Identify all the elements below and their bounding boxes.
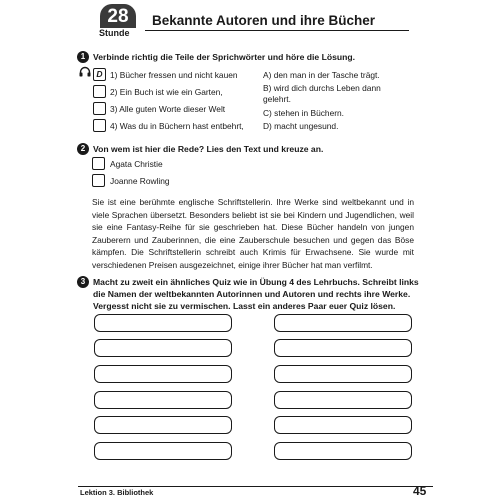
page-number: 45 bbox=[413, 484, 427, 498]
proverb-start-4: 4) Was du in Büchern hast entbehrt, bbox=[110, 121, 244, 131]
author-field-6[interactable] bbox=[94, 442, 232, 460]
checkbox-agata-christie[interactable] bbox=[92, 157, 105, 170]
proverb-end-b: B) wird dich durchs Leben dann gelehrt. bbox=[263, 83, 381, 104]
footer-divider bbox=[78, 486, 433, 487]
answer-box-3[interactable] bbox=[93, 102, 106, 115]
author-field-1[interactable] bbox=[94, 314, 232, 332]
work-field-6[interactable] bbox=[274, 442, 412, 460]
answer-box-1[interactable]: D bbox=[93, 68, 106, 81]
headphones-icon bbox=[79, 66, 91, 77]
proverb-start-1: 1) Bücher fressen und nicht kauen bbox=[110, 70, 238, 80]
task-3-instruction: Macht zu zweit ein ähnliches Quiz wie in Übung 4 des Lehrbuchs. Schreibt links die Namen der weltbekannten Autorinnen und Autoren und rechts ihre Werke. Vergesst nicht sie zu vermischen. Lasst ein anderes Paar euer Quiz lösen. bbox=[93, 277, 419, 311]
task-2-number: 2 bbox=[77, 143, 89, 155]
task-1-number: 1 bbox=[77, 51, 89, 63]
proverb-end-a: A) den man in der Tasche trägt. bbox=[263, 70, 380, 80]
author-field-5[interactable] bbox=[94, 416, 232, 434]
work-field-4[interactable] bbox=[274, 391, 412, 409]
checkbox-joanne-rowling[interactable] bbox=[92, 174, 105, 187]
work-field-2[interactable] bbox=[274, 339, 412, 357]
footer-lesson: Lektion 3. Bibliothek bbox=[80, 488, 154, 497]
work-field-3[interactable] bbox=[274, 365, 412, 383]
task-2-instruction: Von wem ist hier die Rede? Lies den Text und kreuze an. bbox=[93, 144, 324, 154]
option-joanne-rowling: Joanne Rowling bbox=[110, 176, 170, 186]
proverb-end-d: D) macht ungesund. bbox=[263, 121, 339, 131]
option-agata-christie: Agata Christie bbox=[110, 159, 163, 169]
proverb-start-3: 3) Alle guten Worte dieser Welt bbox=[110, 104, 226, 114]
answer-box-4[interactable] bbox=[93, 119, 106, 132]
proverb-end-c: C) stehen in Büchern. bbox=[263, 108, 345, 118]
title-divider bbox=[145, 30, 409, 31]
lesson-number-badge: 28 bbox=[100, 4, 136, 28]
lesson-label: Stunde bbox=[99, 28, 130, 38]
task-3-number: 3 bbox=[77, 276, 89, 288]
author-field-3[interactable] bbox=[94, 365, 232, 383]
task-1-instruction: Verbinde richtig die Teile der Sprichwörter und höre die Lösung. bbox=[93, 52, 355, 62]
answer-box-2[interactable] bbox=[93, 85, 106, 98]
reading-text: Sie ist eine berühmte englische Schriftstellerin. Ihre Werke sind weltbekannt und in viele Sprachen übersetzt. Besonders beliebt ist sie bei Kindern und Jugendlichen, weil sie eine Fantasy-Reihe für sie geschrieben hat. Diese Bücher handeln von jungen Zauberern und Zauberinnen, die eine Zauberschule besuchen und gegen das Böse kämpfen. Die Schriftstellerin schreibt auch Krimis für Erwachsene. Sie wurde mit verschiedenen Preisen ausgezeichnet, einige ihrer Bücher hat man verfilmt. bbox=[92, 197, 414, 270]
work-field-5[interactable] bbox=[274, 416, 412, 434]
author-field-2[interactable] bbox=[94, 339, 232, 357]
author-field-4[interactable] bbox=[94, 391, 232, 409]
page-title: Bekannte Autoren und ihre Bücher bbox=[152, 13, 376, 28]
proverb-start-2: 2) Ein Buch ist wie ein Garten, bbox=[110, 87, 223, 97]
work-field-1[interactable] bbox=[274, 314, 412, 332]
